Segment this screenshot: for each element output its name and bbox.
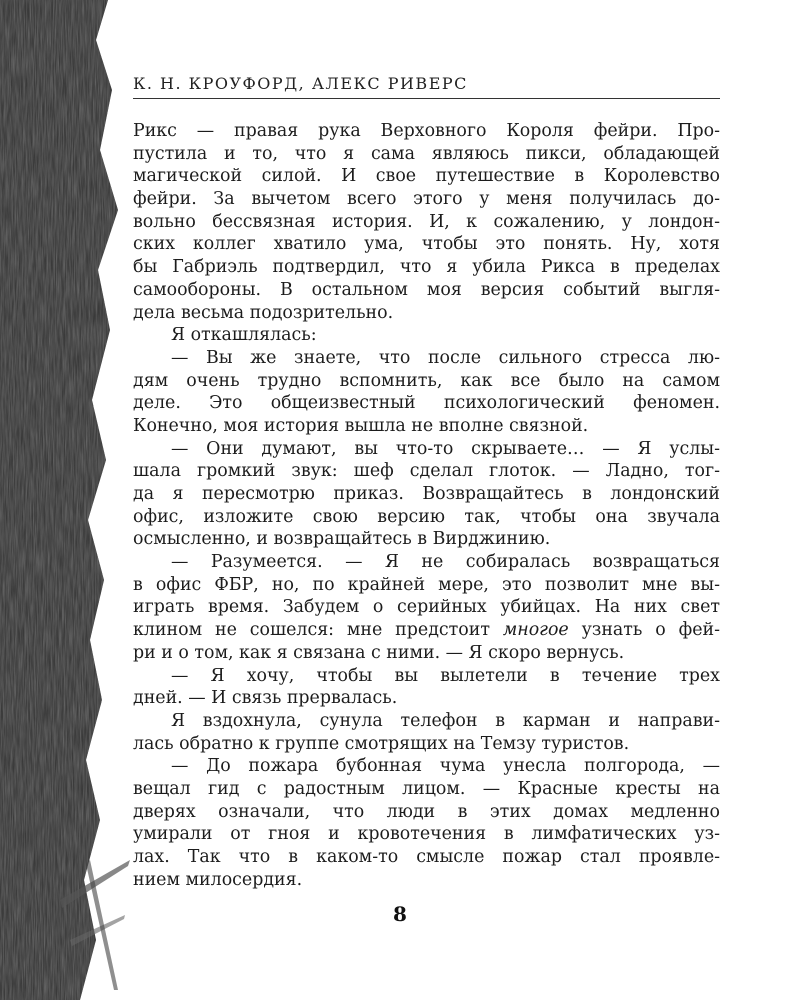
text-line: вещал гид с радостным лицом. — Красные кресты на [133,778,720,799]
text-line: нием милосердия. [133,869,303,890]
text-line: самообороны. В остальном моя версия событий выгля- [133,279,720,300]
text-line: лах. Так что в каком-то смысле пожар стал проявле- [133,847,720,867]
text-line: Конечно, моя история вышла не вполне связной. [133,415,589,436]
text-line: — Вы же знаете, что после сильного стресса лю- [171,347,720,368]
text-line: да я пересмотрю приказ. Возвращайтесь в лондонский [133,484,720,504]
text-segment: узнать о фей- [568,620,720,641]
text-segment: клином не сошелся: мне предстоит [133,620,503,641]
text-line: офис, изложите свою версию так, чтобы она звучала [133,506,720,527]
text-line: бы Габриэль подтвердил, что я убила Рикса в пределах [133,257,720,278]
text-line: дям очень трудно вспомнить, как все было на самом [133,370,720,391]
text-line: дела весьма подозрительно. [133,302,394,323]
grunge-border-decoration [0,0,130,1000]
text-line: дверях означали, что люди в этих домах медленно [133,801,720,822]
text-line: играть время. Забудем о серийных убийцах. На них свет [133,597,720,618]
text-line: лась обратно к группе смотрящих на Темзу туристов. [133,733,630,754]
text-line: магической силой. И свое путешествие в Королевство [133,166,720,187]
text-line: пустила и то, что я сама являюсь пикси, обладающей [133,143,720,164]
text-line: — Разумеется. — Я не собиралась возвращаться [171,552,720,573]
running-head: К. Н. КРОУФОРД, АЛЕКС РИВЕРС [133,74,468,93]
text-line: в офис ФБР, но, по крайней мере, это позволит мне вы- [133,574,720,595]
text-line: осмысленно, и возвращайтесь в Вирджинию. [133,529,551,550]
text-line: Рикс — правая рука Верховного Короля фейри. Про- [133,121,720,141]
text-line: шала громкий звук: шеф сделал глоток. — Ладно, тог- [133,461,720,482]
text-line: — До пожара бубонная чума унесла полгорода, — [171,756,720,777]
text-line: — Я хочу, чтобы вы вылетели в течение трех [171,665,720,686]
text-line: Я откашлялась: [171,325,317,346]
text-line: вольно бессвязная история. И, к сожалению, у лондон- [133,211,720,232]
text-line-with-emphasis [133,619,720,642]
text-line: Я вздохнула, сунула телефон в карман и направи- [171,710,720,731]
emphasis-word: многое [502,620,569,641]
text-line: ских коллег хватило ума, чтобы это понять. Ну, хотя [133,234,720,255]
text-line: деле. Это общеизвестный психологический феномен. [133,393,720,414]
header-rule [133,98,720,99]
body-text [133,120,720,891]
page-number: 8 [393,902,407,926]
text-line: умирали от гноя и кровотечения в лимфатических уз- [133,824,720,845]
text-line: фейри. За вычетом всего этого у меня получилась до- [133,189,720,210]
text-line: — Они думают, вы что-то скрываете… — Я услы- [171,438,720,459]
text-line: дней. — И связь прервалась. [133,688,398,709]
text-line: ри и о том, как я связана с ними. — Я скоро вернусь. [133,642,625,663]
